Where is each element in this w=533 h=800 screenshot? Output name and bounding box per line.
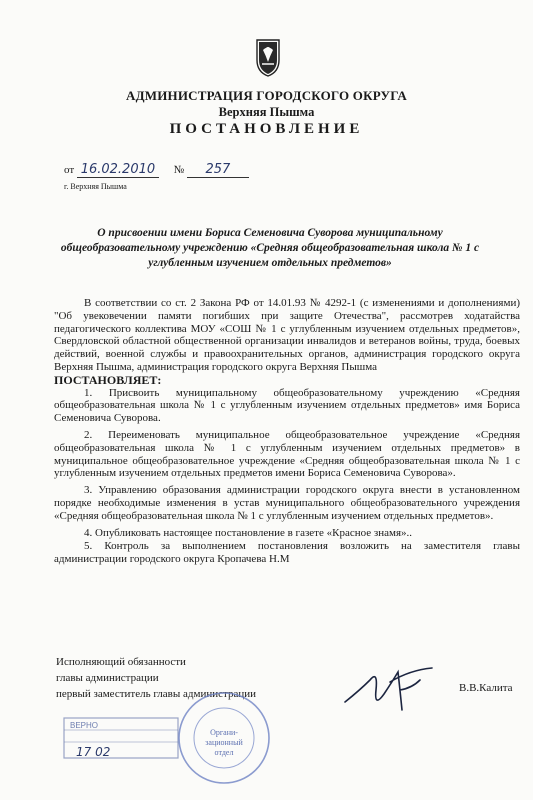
number-label: № [173, 164, 185, 176]
signatory-name: В.В.Калита [459, 682, 513, 694]
resolution-item-5: 5. Контроль за выполнением постановления возложить на заместителя главы администрации городского округа Кропачева Н.М [54, 540, 520, 566]
document-title: О присвоении имени Бориса Семеновича Суворова муниципальному общеобразовательному учреждению «Средняя общеобразовательная школа № 1 с углубленным изучением отдельных предметов» [60, 227, 480, 269]
svg-text:зационный: зационный [205, 738, 243, 747]
city-name: Верхняя Пышма [218, 105, 315, 119]
date-number-line [64, 162, 249, 178]
resolves-heading: ПОСТАНОВЛЯЕТ: [54, 372, 162, 387]
stamp-verified-label: ВЕРНО [70, 721, 99, 730]
signatory-line-3: первый заместитель главы администрации [56, 688, 256, 700]
preamble: В соответствии со ст. 2 Закона РФ от 14.01.93 № 4292-1 (с изменениями и дополнениями) "Об увековечении памяти погибших при защите Отечества", рассмотрев ходатайства педагогического коллектива МОУ «СОШ № 1 с углубленным изучением отдельных предметов», Свердловской областной общественной организации инвалидов и ветеранов войны, труда, боевых действий, военной службы и правоохранительных органов, администрация городского округа Верхняя Пышма, администрация городского округа Верхняя Пышма [54, 297, 520, 373]
coat-of-arms-icon [253, 36, 283, 78]
resolution-item-1: 1. Присвоить муниципальному общеобразовательному учреждению «Средняя общеобразовательная школа № 1 с углубленным изучением отдельных предметов» имя Бориса Семеновича Суворова. [54, 386, 520, 425]
resolution-item-2: 2. Переименовать муниципальное общеобразовательное учреждение «Средняя общеобразовательная школа № 1 с углубленным изучением отдельных предметов» в муниципальное общеобразовательное учреждение «Средняя общеобразовательная школа № 1 с углубленным изучением отдельных предметов имени Бориса Семеновича Суворова». [54, 428, 520, 480]
certification-stamp [62, 716, 180, 762]
place-of-issue: г. Верхняя Пышма [64, 182, 127, 191]
document-type: ПОСТАНОВЛЕНИЕ [169, 121, 364, 137]
signatory-line-1: Исполняющий обязанности [56, 656, 186, 668]
from-label: от [64, 164, 75, 176]
document-number: 257 [187, 162, 249, 178]
signatory-line-2: главы администрации [56, 672, 159, 684]
document-body [54, 297, 520, 566]
handwritten-signature [340, 660, 445, 715]
stamp-date: 17 02 [76, 745, 111, 759]
svg-text:Органи-: Органи- [210, 728, 238, 737]
resolution-item-3: 3. Управлению образования администрации городского округа внести в установленном порядке необходимые изменения в устав муниципального общеобразовательного учреждения «Средняя общеобразовательная школа № 1 с углубленным изучением отдельных предметов». [54, 484, 520, 522]
svg-text:отдел: отдел [214, 748, 234, 757]
org-title: АДМИНИСТРАЦИЯ ГОРОДСКОГО ОКРУГА [126, 88, 407, 103]
resolution-item-4: 4. Опубликовать настоящее постановление в газете «Красное знамя».. [84, 526, 413, 539]
document-date: 16.02.2010 [77, 162, 159, 178]
round-seal [176, 690, 272, 786]
